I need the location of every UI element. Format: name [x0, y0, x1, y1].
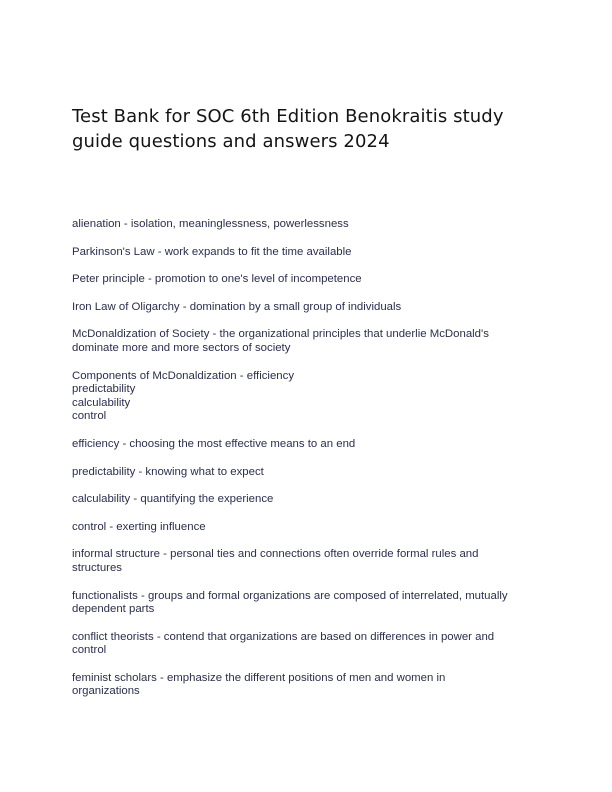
title-line-2: guide questions and answers 2024 [72, 131, 390, 152]
term-entry [72, 548, 542, 575]
term-line: Parkinson's Law - work expands to fit the time available [72, 245, 352, 258]
title-line-1: Test Bank for SOC 6th Edition Benokraitis study [72, 106, 504, 127]
term-entry [72, 218, 542, 232]
term-entry [72, 590, 542, 617]
term-line: informal structure - personal ties and connections often override formal rules and [72, 548, 479, 561]
term-entry [72, 273, 542, 287]
term-entry [72, 466, 542, 480]
term-line: Peter principle - promotion to one's level of incompetence [72, 273, 362, 286]
term-line: feminist scholars - emphasize the different positions of men and women in [72, 671, 446, 684]
term-entry [72, 521, 542, 535]
term-line: control - exerting influence [72, 520, 206, 533]
term-line: predictability - knowing what to expect [72, 465, 264, 478]
term-entry [72, 631, 542, 658]
term-line: Iron Law of Oligarchy - domination by a small group of individuals [72, 300, 402, 313]
term-line: organizations [72, 685, 140, 698]
term-entry [72, 493, 542, 507]
term-line: Components of McDonaldization - efficiency [72, 369, 295, 382]
term-line: predictability [72, 383, 136, 396]
term-entry [72, 370, 542, 424]
term-entry [72, 672, 542, 699]
term-line: calculability - quantifying the experience [72, 493, 274, 506]
term-entry [72, 328, 542, 355]
term-line: control [72, 410, 107, 423]
term-line: functionalists - groups and formal organizations are composed of interrelated, mutually [72, 589, 508, 602]
term-line: dominate more and more sectors of society [72, 341, 291, 354]
term-line: structures [72, 561, 123, 574]
term-entry [72, 301, 542, 315]
term-line: conflict theorists - contend that organizations are based on differences in power and [72, 630, 495, 643]
document-title [72, 104, 542, 154]
term-line: alienation - isolation, meaninglessness, powerlessness [72, 218, 349, 230]
term-line: efficiency - choosing the most effective means to an end [72, 437, 356, 450]
term-entry [72, 246, 542, 260]
term-line: dependent parts [72, 603, 155, 616]
term-entry [72, 438, 542, 452]
term-line: calculability [72, 396, 131, 409]
term-line: control [72, 644, 107, 657]
term-line: McDonaldization of Society - the organizational principles that underlie McDonald's [72, 328, 489, 341]
term-list [72, 218, 542, 713]
